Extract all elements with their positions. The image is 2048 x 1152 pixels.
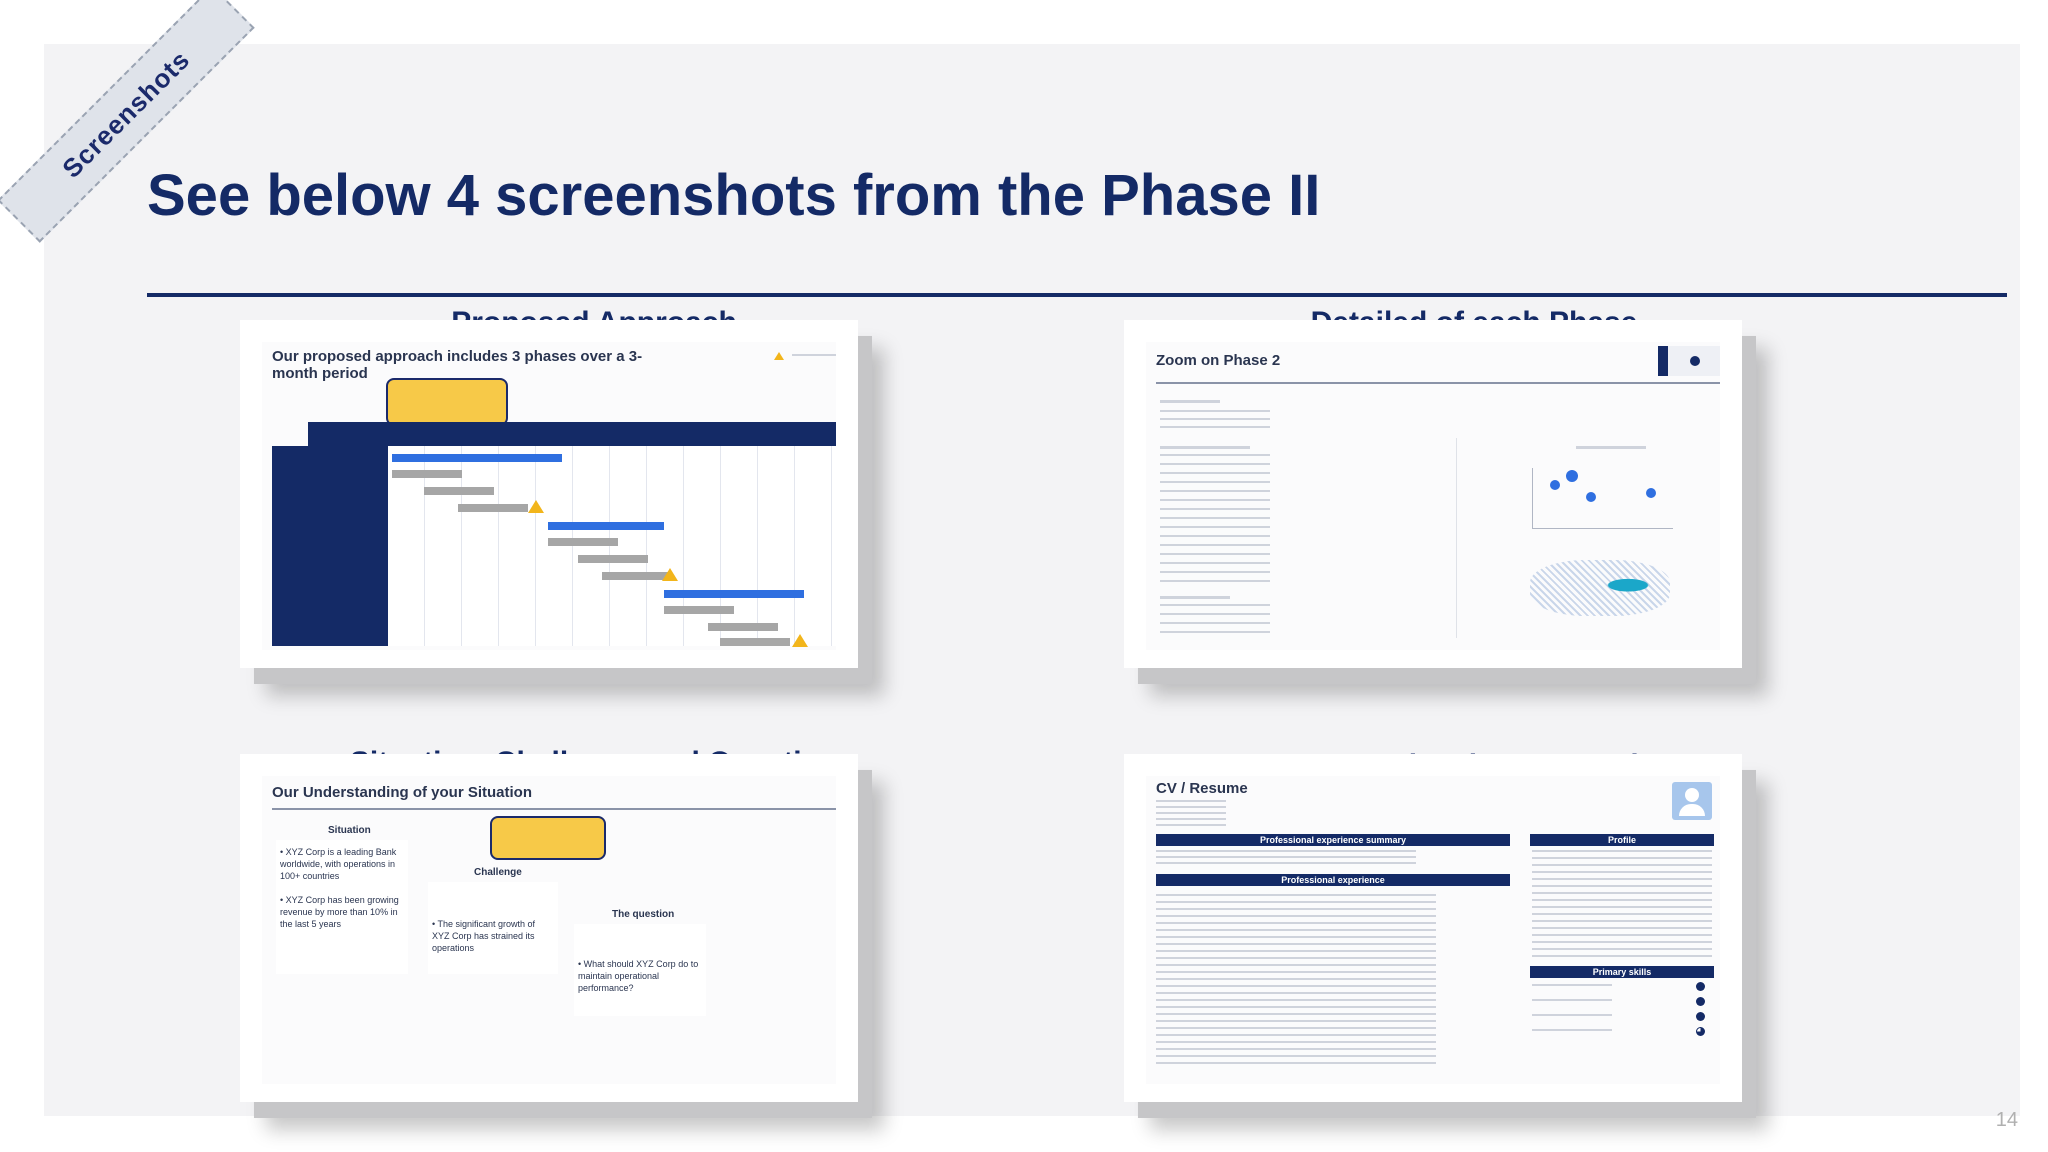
milestone-icon — [662, 568, 678, 581]
callout-bubble — [490, 816, 606, 860]
contact-lines — [1156, 800, 1226, 826]
milestone-icon — [528, 500, 544, 513]
situation-box — [276, 840, 408, 974]
page-title: See below 4 screenshots from the Phase II — [147, 163, 1321, 228]
gantt-preview — [262, 342, 836, 650]
slide — [44, 44, 2020, 1116]
situation-label: Situation — [328, 825, 371, 836]
gantt-heading: Our proposed approach includes 3 phases over a 3-month period — [272, 348, 643, 382]
activity-bar — [424, 487, 494, 495]
text-line — [1160, 418, 1270, 420]
objectives-label — [1160, 400, 1220, 403]
profile-lines — [1532, 850, 1712, 958]
screenshot-situation — [240, 754, 858, 1102]
activities-label — [1160, 446, 1250, 449]
page-number: 14 — [1995, 1109, 2018, 1131]
skill-level-icon — [1696, 1012, 1705, 1021]
challenge-text: • The significant growth of XYZ Corp has strained its operations — [432, 919, 536, 953]
activity-bar — [548, 538, 618, 546]
deliverable-examples-label — [1576, 446, 1646, 449]
scatter-dot — [1646, 488, 1656, 498]
heading-rule — [272, 808, 836, 810]
question-label: The question — [612, 909, 675, 920]
scatter-thumbnail — [1532, 468, 1673, 529]
question-text: • What should XYZ Corp do to maintain operational performance? — [578, 959, 699, 993]
avatar — [1672, 782, 1712, 820]
avatar-head-icon — [1685, 788, 1699, 802]
scatter-dot — [1566, 470, 1578, 482]
phase-preview — [1146, 342, 1720, 650]
screenshot-phase-detail — [1124, 320, 1742, 668]
phase-indicator — [1658, 346, 1720, 376]
screenshot-cv-template — [1124, 754, 1742, 1102]
legend-text-placeholder — [792, 354, 836, 356]
phase-dot-icon — [1690, 356, 1700, 366]
skill-level-icon — [1696, 1027, 1705, 1036]
title-divider — [147, 293, 2007, 297]
activity-bar — [708, 623, 778, 631]
callout-bubble — [386, 378, 508, 426]
situation-text-1: • XYZ Corp is a leading Bank worldwide, with operations in 100+ countries — [280, 847, 397, 881]
phase-heading: Zoom on Phase 2 — [1156, 352, 1281, 369]
ribbon-label: Screenshots — [55, 43, 196, 184]
experience-lines — [1156, 894, 1436, 1068]
deliverables-list — [1160, 604, 1270, 634]
phase-3-bar — [664, 590, 804, 598]
scatter-dot — [1586, 492, 1596, 502]
situation-text-2: • XYZ Corp has been growing revenue by more than 10% in the last 5 years — [280, 895, 399, 929]
gantt-label-column — [272, 446, 388, 646]
skills-labels — [1532, 984, 1612, 1044]
summary-section-header: Professional experience summary — [1156, 834, 1510, 846]
milestone-icon — [792, 634, 808, 647]
summary-lines — [1156, 850, 1416, 868]
text-line — [1160, 426, 1270, 428]
activities-list — [1160, 454, 1270, 582]
scatter-dot — [1550, 480, 1560, 490]
activity-bar — [458, 504, 528, 512]
activity-bar — [664, 606, 734, 614]
milestone-legend-icon — [774, 352, 784, 360]
experience-section-header: Professional experience — [1156, 874, 1510, 886]
challenge-box — [428, 882, 558, 974]
profile-section-header: Profile — [1530, 834, 1714, 846]
column-divider — [1456, 438, 1457, 638]
situation-preview — [262, 776, 836, 1084]
activity-bar — [578, 555, 648, 563]
phase-2-bar — [548, 522, 664, 530]
screenshot-proposed-approach — [240, 320, 858, 668]
cv-heading: CV / Resume — [1156, 780, 1248, 797]
world-map-thumbnail — [1530, 560, 1670, 616]
skill-level-icon — [1696, 997, 1705, 1006]
situation-heading: Our Understanding of your Situation — [272, 784, 532, 801]
question-box — [574, 924, 706, 1016]
skill-level-icon — [1696, 982, 1705, 991]
activity-bar — [720, 638, 790, 646]
cv-preview — [1146, 776, 1720, 1084]
activity-bar — [392, 470, 462, 478]
text-line — [1160, 410, 1270, 412]
skills-section-header: Primary skills — [1530, 966, 1714, 978]
gantt-header — [308, 422, 836, 446]
avatar-body-icon — [1679, 804, 1705, 816]
deliverables-label — [1160, 596, 1230, 599]
phase-1-bar — [392, 454, 562, 462]
heading-rule — [1156, 382, 1720, 384]
challenge-label: Challenge — [474, 867, 522, 878]
